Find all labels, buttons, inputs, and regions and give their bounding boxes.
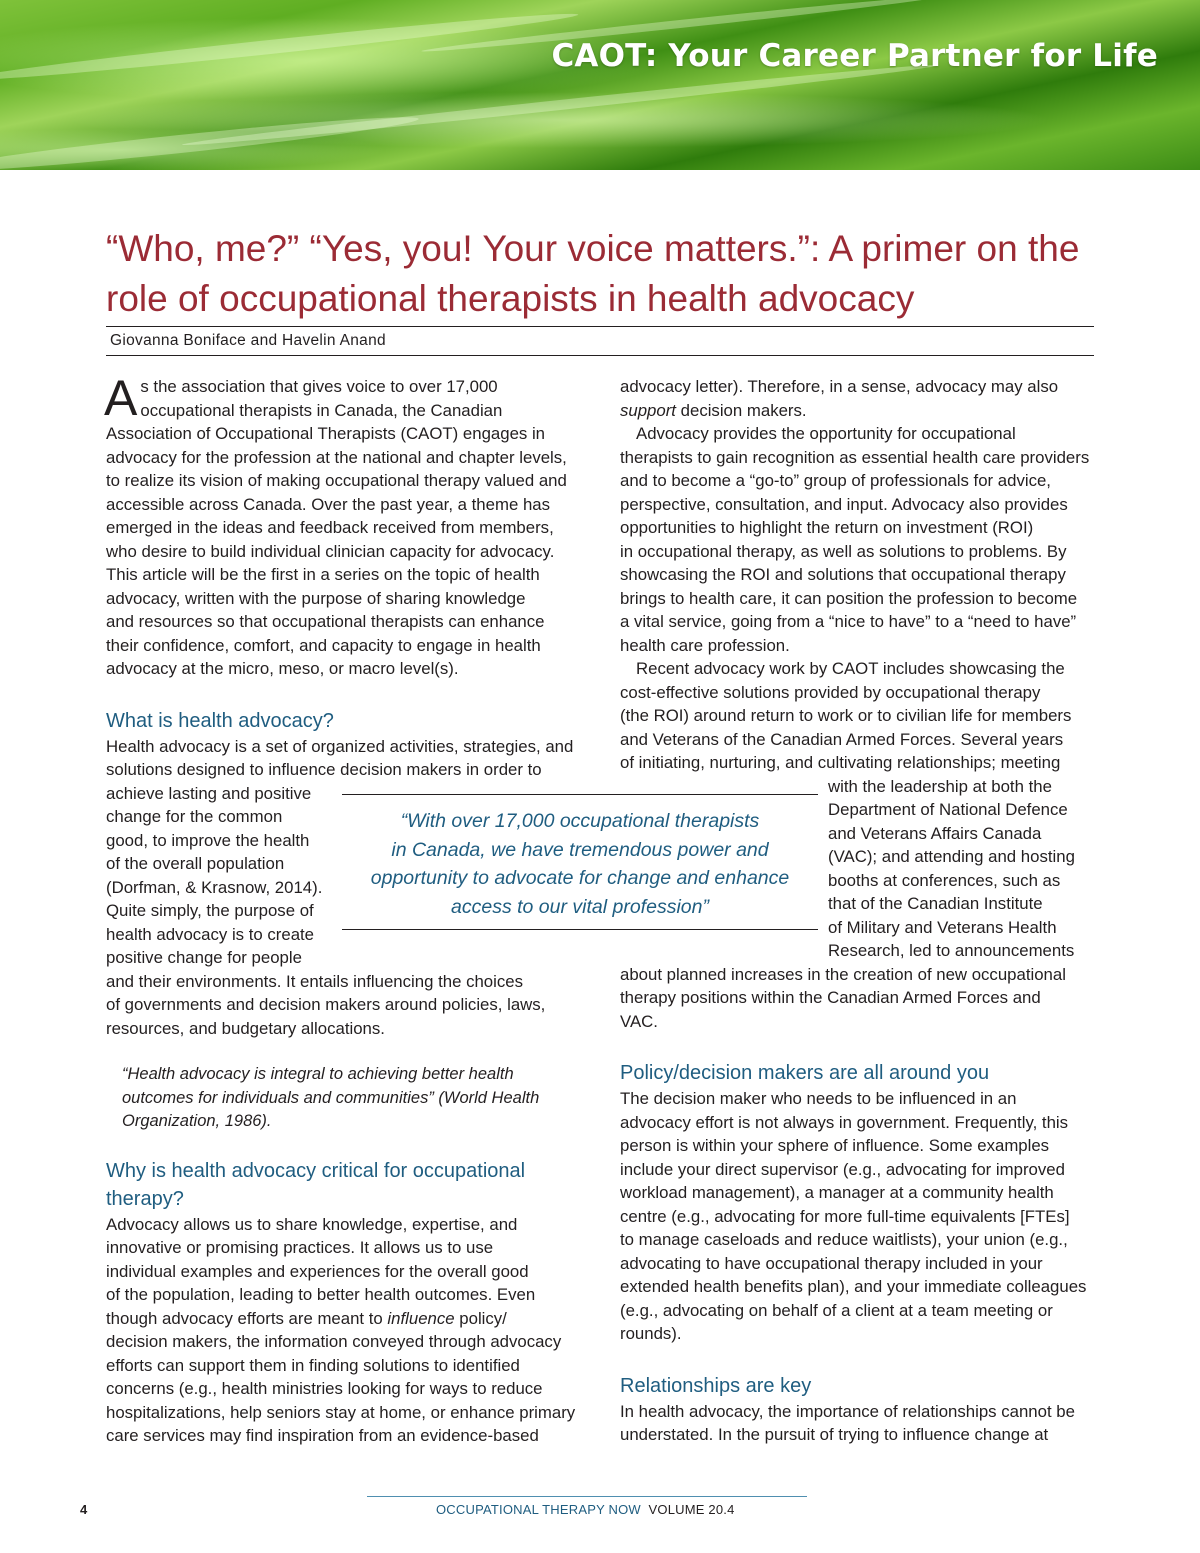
text-line: in occupational therapy, as well as solutions to problems. By [620, 541, 1067, 561]
header-banner [0, 0, 1200, 170]
text-line: and Veterans Affairs Canada [828, 823, 1042, 843]
title-rule-bottom [106, 355, 1094, 356]
text-line: care services may find inspiration from an evidence-based [106, 1426, 539, 1445]
section1-narrow-lines [106, 784, 322, 968]
page-number: 4 [80, 1502, 88, 1517]
text-line: health advocacy is to create [106, 924, 315, 944]
text-line: policy/ [454, 1308, 507, 1328]
text-line: Research, led to announcements [828, 941, 1075, 960]
text-line: concerns (e.g., health ministries looking for ways to reduce [106, 1379, 543, 1398]
section1-lines [106, 737, 573, 780]
paragraph-lines [620, 424, 1089, 655]
text-line: of initiating, nurturing, and cultivating relationships; meeting [620, 753, 1061, 772]
text-line: advocacy, written with the purpose of sharing knowledge [106, 588, 526, 608]
banner-leaf-streak [0, 110, 420, 170]
section-heading: Relationships are key [620, 1374, 812, 1397]
section2-lines [106, 1332, 575, 1445]
paragraph-lines [620, 1089, 1086, 1343]
text-line: (Dorfman, & Krasnow, 2014). [106, 877, 323, 897]
text-line: of Military and Veterans Health [828, 917, 1057, 937]
text-line: centre (e.g., advocating for more full-time equivalents [FTEs] [620, 1206, 1070, 1226]
text-line: rounds). [620, 1324, 682, 1343]
recent-work-tail [620, 963, 1100, 1034]
text-line: This article will be the first in a series on the topic of health [106, 565, 540, 584]
section-heading: What is health advocacy? [106, 709, 334, 732]
paragraph-lines [620, 965, 1066, 1031]
text-line: positive change for people [106, 948, 302, 967]
text-line: booths at conferences, such as [828, 870, 1061, 890]
volume-label: VOLUME 20.4 [648, 1502, 735, 1517]
text-line: outcomes for individuals and communities” (World Health [122, 1088, 540, 1107]
text-line: accessible across Canada. Over the past year, a theme has [106, 494, 551, 514]
emphasis-text: support [620, 400, 676, 420]
article-title-line: role of occupational therapists in health advocacy [106, 278, 915, 319]
text-line: include your direct supervisor (e.g., advocating for improved [620, 1159, 1065, 1179]
text-line: and to become a “go-to” group of professionals for advice, [620, 471, 1051, 490]
text-line: hospitalizations, help seniors stay at home, or enhance primary [106, 1402, 576, 1422]
paragraph-lines [828, 777, 1075, 961]
text-line: The decision maker who needs to be influenced in an [620, 1089, 1017, 1108]
text-line: “Health advocacy is integral to achieving better health [122, 1065, 514, 1083]
quote-lines [122, 1065, 539, 1130]
text-line: and Veterans of the Canadian Armed Forces. Several years [620, 729, 1064, 749]
pull-quote [342, 794, 818, 930]
text-line: advocating to have occupational therapy included in your [620, 1253, 1043, 1273]
text-line: Association of Occupational Therapists (CAOT) engages in [106, 424, 546, 443]
article-title [106, 224, 1106, 324]
text-line: individual examples and experiences for the overall good [106, 1261, 529, 1281]
intro-paragraph [104, 370, 586, 681]
text-line: though advocacy efforts are meant to [106, 1308, 388, 1328]
text-line: understated. In the pursuit of trying to influence change at [620, 1425, 1049, 1444]
text-line: Advocacy provides the opportunity for occupational [636, 424, 1016, 443]
emphasis-text: influence [387, 1308, 455, 1328]
footer-rule [367, 1496, 807, 1497]
text-line: opportunities to highlight the return on investment (ROI) [620, 518, 1034, 537]
text-line: cost-effective solutions provided by occupational therapy [620, 682, 1041, 702]
text-line: person is within your sphere of influence. Some examples [620, 1136, 1050, 1155]
title-rule-top [106, 326, 1094, 327]
footer-publication [436, 1502, 735, 1517]
text-line: therapists to gain recognition as essential health care providers [620, 447, 1090, 467]
text-line: brings to health care, it can position the profession to become [620, 588, 1078, 608]
text-line: extended health benefits plan), and your immediate colleagues [620, 1277, 1087, 1296]
banner-leaf-streak [0, 8, 579, 87]
text-line: opportunity to advocate for change and enhance [370, 867, 790, 889]
text-line: Quite simply, the purpose of [106, 901, 314, 920]
text-line: Health advocacy is a set of organized activities, strategies, and [106, 736, 574, 756]
text-line: therapy positions within the Canadian Armed Forces and [620, 988, 1041, 1007]
text-line: advocacy letter). Therefore, in a sense, advocacy may also [620, 377, 1059, 396]
text-line: In health advocacy, the importance of relationships cannot be [620, 1401, 1075, 1421]
text-line: decision makers, the information conveyed through advocacy [106, 1332, 562, 1351]
text-line: and their environments. It entails influencing the choices [106, 971, 523, 991]
text-line: VAC. [620, 1011, 658, 1031]
text-line: in Canada, we have tremendous power and [391, 838, 769, 861]
text-line: and resources so that occupational therapists can enhance [106, 612, 545, 631]
roi-paragraph [620, 422, 1100, 657]
text-line: innovative or promising practices. It allows us to use [106, 1238, 494, 1257]
text-line: resources, and budgetary allocations. [106, 1018, 385, 1038]
text-line: access to our vital profession” [451, 895, 709, 918]
section-heading: Policy/decision makers are all around you [620, 1062, 990, 1084]
text-line: showcasing the ROI and solutions that occupational therapy [620, 565, 1066, 584]
text-line: occupational therapists in Canada, the Canadian [140, 400, 503, 420]
section2-paragraph [106, 1213, 586, 1448]
text-line: efforts can support them in finding solutions to identified [106, 1355, 520, 1375]
intro-lines [106, 401, 567, 679]
text-line: good, to improve the health [106, 830, 310, 850]
text-line: to manage caseloads and reduce waitlists), your union (e.g., [620, 1230, 1068, 1249]
text-line: who desire to build individual clinician capacity for advocacy. [106, 541, 555, 561]
publication-name: OCCUPATIONAL THERAPY NOW [436, 1502, 641, 1517]
text-line: achieve lasting and positive [106, 783, 312, 803]
who-quote [106, 1063, 586, 1134]
text-line: with the leadership at both the [828, 776, 1052, 796]
paragraph-lines [620, 1402, 1075, 1445]
text-line: workload management), a manager at a community health [620, 1183, 1054, 1202]
text-line: to realize its vision of making occupational therapy valued and [106, 471, 567, 490]
heading-line: Why is health advocacy critical for occupational [106, 1159, 526, 1182]
text-line: (VAC); and attending and hosting [828, 847, 1075, 866]
text-line: decision makers. [675, 400, 807, 420]
text-line: (the ROI) around return to work or to civilian life for members [620, 706, 1072, 725]
text-line: “With over 17,000 occupational therapists [400, 810, 760, 832]
section3-paragraph [620, 1087, 1100, 1346]
section1-tail-lines [106, 972, 545, 1038]
pull-quote-lines [371, 810, 789, 918]
drop-cap: A [104, 370, 138, 426]
text-line: Organization, 1986). [122, 1112, 272, 1130]
paragraph-lines [620, 659, 1071, 772]
heading-line: therapy? [106, 1187, 184, 1210]
pull-quote-text [342, 807, 818, 921]
text-line: health care profession. [620, 635, 790, 655]
text-line: perspective, consultation, and input. Advocacy also provides [620, 494, 1068, 514]
text-line: Recent advocacy work by CAOT includes showcasing the [636, 659, 1065, 678]
text-line: about planned increases in the creation of new occupational [620, 964, 1066, 984]
text-line: solutions designed to influence decision makers in order to [106, 760, 542, 779]
text-line: of governments and decision makers around policies, laws, [106, 995, 546, 1014]
section2-lines [106, 1215, 535, 1305]
recent-work-paragraph [620, 657, 1100, 775]
text-line: Department of National Defence [828, 800, 1068, 819]
text-line: s the association that gives voice to over 17,000 [140, 377, 498, 396]
text-line: advocacy for the profession at the national and chapter levels, [106, 447, 567, 467]
text-line: emerged in the ideas and feedback received from members, [106, 518, 554, 537]
text-line: that of the Canadian Institute [828, 894, 1043, 913]
text-line: of the population, leading to better health outcomes. Even [106, 1285, 536, 1304]
text-line: (e.g., advocating on behalf of a client at a team meeting or [620, 1300, 1053, 1320]
authors: Giovanna Boniface and Havelin Anand [110, 332, 386, 349]
banner-title: CAOT: Your Career Partner for Life [551, 38, 1158, 74]
text-line: their confidence, comfort, and capacity to engage in health [106, 635, 541, 655]
text-line: change for the common [106, 807, 283, 826]
article-title-line: “Who, me?” “Yes, you! Your voice matters.”: A primer on the [106, 228, 1080, 269]
section4-paragraph [620, 1400, 1100, 1447]
text-line: Advocacy allows us to share knowledge, expertise, and [106, 1214, 518, 1234]
text-line: a vital service, going from a “nice to have” to a “need to have” [620, 612, 1077, 631]
text-line: of the overall population [106, 854, 285, 873]
continuation-paragraph [620, 375, 1100, 422]
text-line: advocacy at the micro, meso, or macro level(s). [106, 659, 459, 678]
section-heading [106, 1157, 586, 1213]
text-line: advocacy effort is not always in government. Frequently, this [620, 1112, 1069, 1132]
